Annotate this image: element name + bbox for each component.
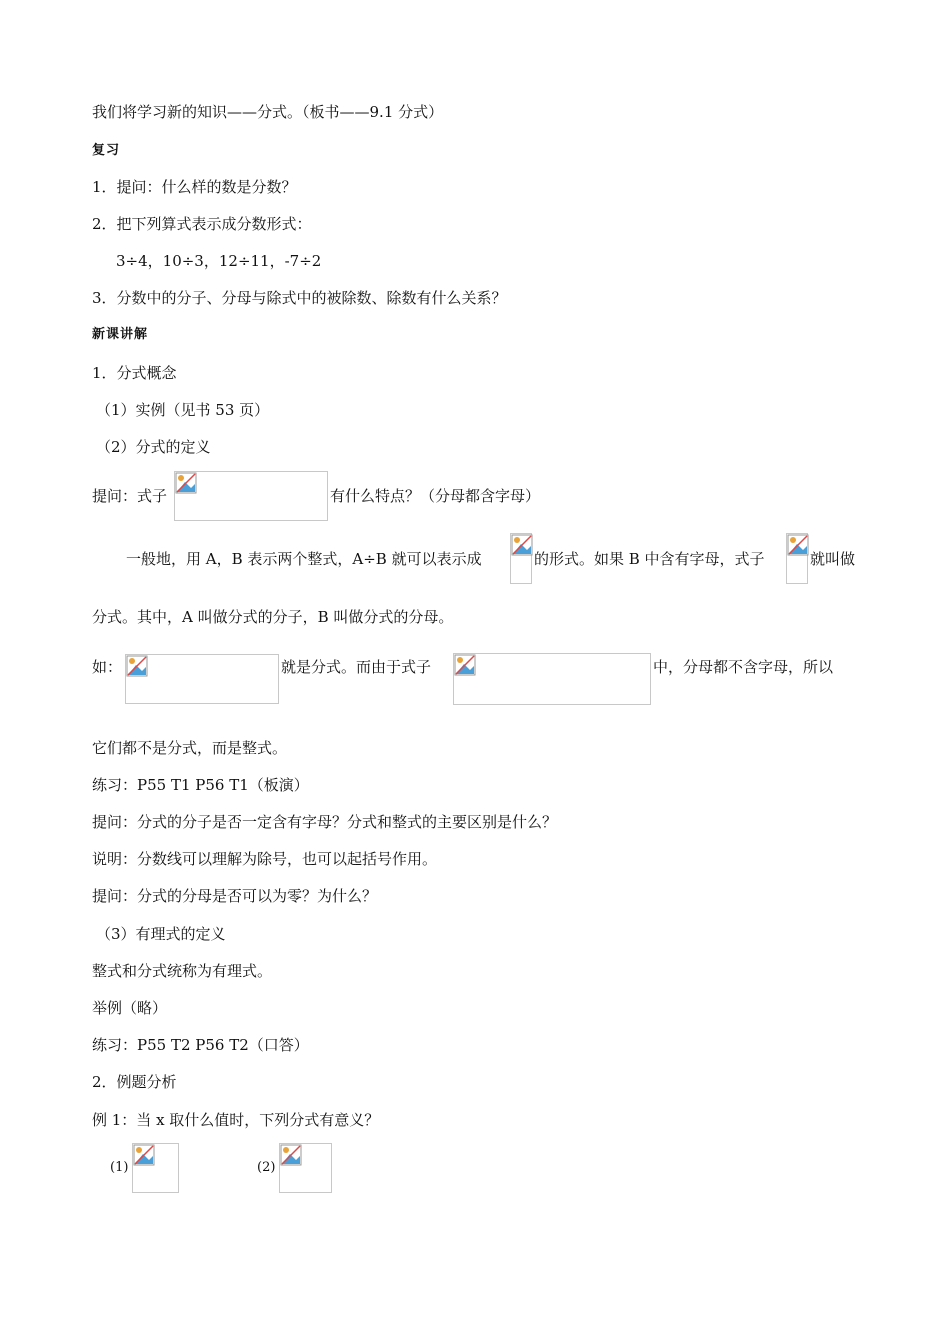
ru-suffix: 中，分母都不含字母，所以 xyxy=(653,658,834,676)
review-heading: 复习 xyxy=(92,143,121,158)
general-part-3: 就叫做 xyxy=(810,550,856,568)
concept-title: 1．分式概念 xyxy=(92,364,177,382)
example-analysis-title: 2．例题分析 xyxy=(92,1073,177,1091)
ru-prefix: 如： xyxy=(92,658,123,676)
formula-image-sub-1 xyxy=(132,1143,179,1193)
broken-image-icon xyxy=(126,655,148,677)
ru-middle: 就是分式。而由于式子 xyxy=(281,658,432,676)
example-question: 例 1：当 x 取什么值时，下列分式有意义？ xyxy=(92,1111,380,1129)
formula-image-sub-2 xyxy=(279,1143,332,1193)
broken-image-icon xyxy=(175,472,197,494)
rational-title: （3）有理式的定义 xyxy=(96,925,226,943)
ask-2: 提问：分式的分子是否一定含有字母？分式和整式的主要区别是什么？ xyxy=(92,813,558,831)
example-line: （1）实例（见书 53 页） xyxy=(96,401,270,419)
ask-3: 提问：分式的分母是否可以为零？为什么？ xyxy=(92,887,378,905)
formula-image-examples xyxy=(125,654,279,704)
review-question-1: 1．提问：什么样的数是分数？ xyxy=(92,178,297,196)
sub-label-1: (1) xyxy=(110,1160,129,1175)
formula-image-fraction-2 xyxy=(786,533,808,584)
ask-prefix: 提问：式子 xyxy=(92,487,168,505)
explain-line: 说明：分数线可以理解为除号，也可以起括号作用。 xyxy=(92,850,438,868)
review-question-2-items: 3÷4，10÷3，12÷11，-7÷2 xyxy=(116,252,322,270)
broken-image-icon xyxy=(787,534,809,556)
general-continuation: 分式。其中，A 叫做分式的分子，B 叫做分式的分母。 xyxy=(92,608,454,626)
broken-image-icon xyxy=(511,534,533,556)
formula-image-ask xyxy=(174,471,328,521)
new-lesson-heading: 新课讲解 xyxy=(92,327,149,342)
general-part-2: 的形式。如果 B 中含有字母，式子 xyxy=(534,550,765,568)
definition-title: （2）分式的定义 xyxy=(96,438,211,456)
example-omit: 举例（略） xyxy=(92,999,168,1017)
broken-image-icon xyxy=(280,1144,302,1166)
rational-definition: 整式和分式统称为有理式。 xyxy=(92,962,273,980)
review-question-2: 2．把下列算式表示成分数形式： xyxy=(92,215,312,233)
formula-image-fraction-1 xyxy=(510,533,532,584)
broken-image-icon xyxy=(454,654,476,676)
practice-1: 练习：P55 T1 P56 T1（板演） xyxy=(92,776,309,794)
practice-2: 练习：P55 T2 P56 T2（口答） xyxy=(92,1036,309,1054)
ru-continuation: 它们都不是分式，而是整式。 xyxy=(92,739,288,757)
review-question-3: 3．分数中的分子、分母与除式中的被除数、除数有什么关系？ xyxy=(92,289,507,307)
formula-image-integers xyxy=(453,653,651,705)
intro-line: 我们将学习新的知识——分式。（板书——9.1 分式） xyxy=(92,103,444,121)
ask-suffix: 有什么特点？（分母都含字母） xyxy=(330,487,541,505)
general-part-1: 一般地，用 A，B 表示两个整式，A÷B 就可以表示成 xyxy=(126,550,482,568)
broken-image-icon xyxy=(133,1144,155,1166)
sub-label-2: (2) xyxy=(257,1160,276,1175)
